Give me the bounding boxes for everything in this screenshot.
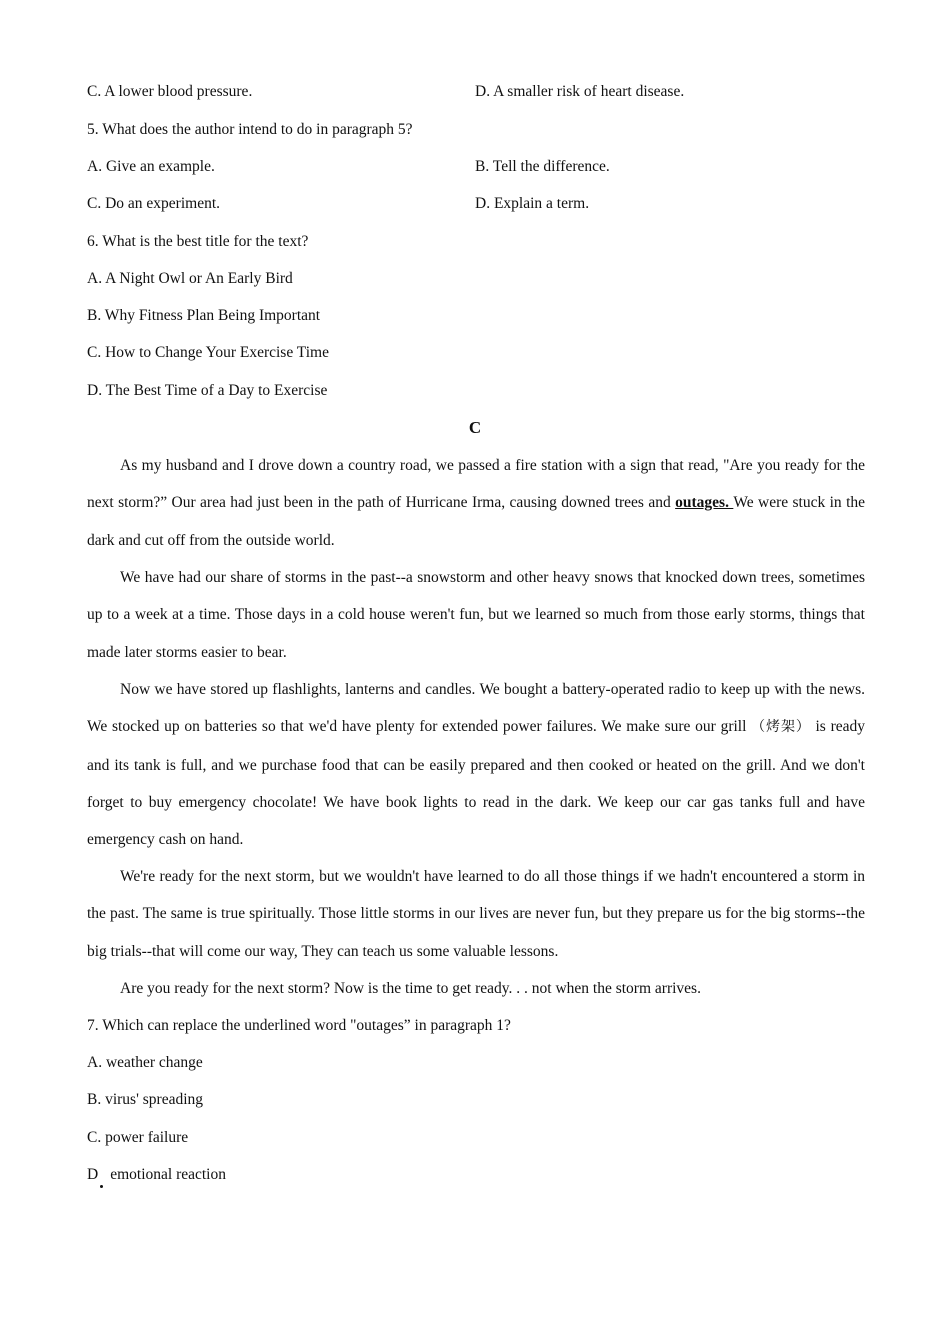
q7-option-d <box>87 1165 226 1185</box>
p1-text-after: We were stuck in the dark and cut off from the outside world. <box>87 494 866 549</box>
q7-option-c: C. power failure <box>87 1129 189 1146</box>
p1-text-before: As my husband and I drove down a country road, we passed a fire station with a sign that read, "Are you ready for the next storm?” Our area had just been in the path of Hurricane Irma, causing downed trees and <box>87 457 865 512</box>
q6-option-d: D. The Best Time of a Day to Exercise <box>87 382 328 399</box>
p3-text-before: Now we have stored up flashlights, lanterns and candles. We bought a battery-operated radio to keep up with the news. We stocked up on batteries so that we'd have plenty for extended power failures. We make sure our grill <box>87 681 865 736</box>
q7-option-a: A. weather change <box>87 1054 203 1071</box>
q5-option-c: C. Do an experiment. <box>87 195 221 212</box>
p3-gloss: （烤架） <box>751 719 811 736</box>
q7-question: 7. Which can replace the underlined word "outages” in paragraph 1? <box>87 1017 511 1034</box>
q6-option-a: A. A Night Owl or An Early Bird <box>87 270 293 287</box>
q5-option-b: B. Tell the difference. <box>475 158 610 175</box>
passage-paragraph-5: Are you ready for the next storm? Now is the time to get ready. . . not when the storm arrives. <box>120 980 701 997</box>
p3-text-after: is ready and its tank is full, and we purchase food that can be easily prepared and then cooked or heated on the grill. And we don't forget to buy emergency chocolate! We have book lights to read in the dark. We keep our car gas tanks full and have emergency cash on hand. <box>87 718 865 849</box>
passage-paragraph-3 <box>87 671 865 858</box>
q5-option-a: A. Give an example. <box>87 158 215 175</box>
q7-option-b: B. virus' spreading <box>87 1091 204 1108</box>
q6-question: 6. What is the best title for the text? <box>87 233 309 250</box>
q4-option-d: D. A smaller risk of heart disease. <box>475 83 685 100</box>
q5-question: 5. What does the author intend to do in paragraph 5? <box>87 121 413 138</box>
section-heading: C <box>468 418 482 437</box>
q6-option-b: B. Why Fitness Plan Being Important <box>87 307 321 324</box>
passage-paragraph-4: We're ready for the next storm, but we wouldn't have learned to do all those things if we hadn't encountered a storm in the past. The same is true spiritually. Those little storms in our lives are never fun, but they prepare us for the big storms--the big trials--that will come our way, They can teach us some valuable lessons. <box>87 868 865 960</box>
underlined-word-outages: outages. <box>675 494 734 512</box>
q6-option-c: C. How to Change Your Exercise Time <box>87 344 329 361</box>
q7-option-d-text: emotional reaction <box>110 1166 226 1183</box>
stray-period-mark <box>100 1185 103 1188</box>
q5-option-d: D. Explain a term. <box>475 195 590 212</box>
passage-paragraph-2: We have had our share of storms in the past--a snowstorm and other heavy snows that knocked down trees, sometimes up to a week at a time. Those days in a cold house weren't fun, but we learned so much from those early storms, things that made later storms easier to bear. <box>87 569 865 661</box>
q7-option-d-letter: D <box>87 1166 99 1183</box>
q4-option-c: C. A lower blood pressure. <box>87 83 253 100</box>
passage-paragraph-1 <box>87 447 865 559</box>
